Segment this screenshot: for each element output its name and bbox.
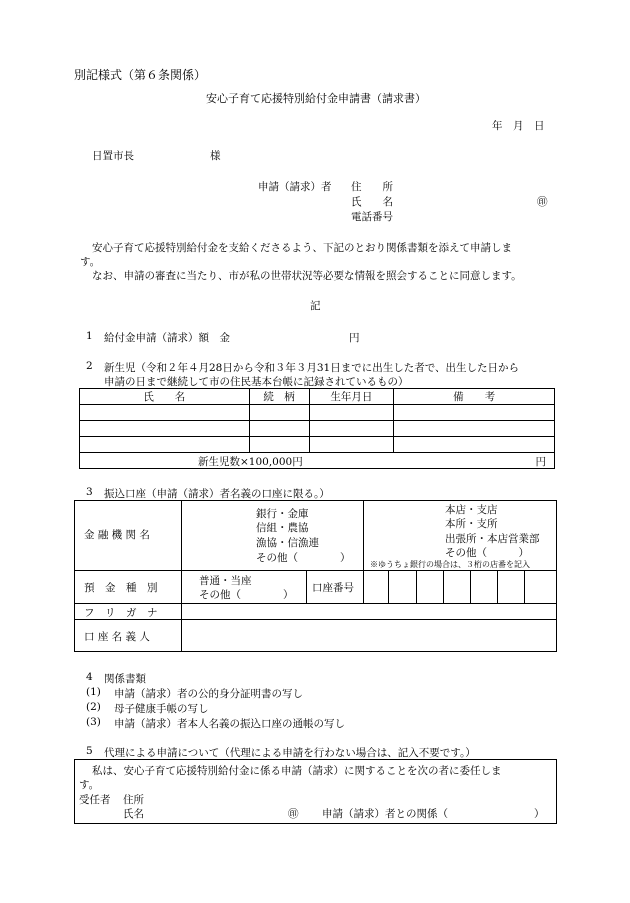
- newborn-table: [79, 388, 555, 469]
- newborn-header-birthdate: 生年月日: [309, 389, 394, 405]
- table-row: [80, 437, 555, 453]
- bank-type-1: 銀行・金庫: [256, 508, 309, 520]
- section1-num: 1: [86, 330, 93, 342]
- branch-type-3: 出張所・本店営業部: [445, 533, 540, 545]
- account-number-label: 口座番号: [312, 582, 354, 594]
- newborn-total-unit: 円: [535, 456, 546, 468]
- newborn-header-remarks: 備 考: [394, 389, 555, 405]
- section5-num: 5: [86, 745, 93, 757]
- relation-close: ）: [534, 808, 545, 820]
- section5-title: 代理による申請について（代理による申請を行わない場合は、記入不要です。）: [104, 747, 476, 759]
- ki-label: 記: [310, 300, 321, 312]
- section1-label: 給付金申請（請求）額 金: [104, 332, 230, 344]
- section4-title: 関係書類: [104, 673, 146, 685]
- applicant-phone-label: 電話番号: [351, 211, 393, 223]
- proxy-line1: 私は、安心子育て応援特別給付金に係る申請（請求）に関することを次の者に委任しま: [92, 765, 502, 777]
- doc-item-3-num: (3): [86, 716, 101, 728]
- applicant-name-label: 氏 名: [351, 196, 393, 208]
- addressee-honorific: 様: [210, 150, 221, 162]
- applicant-seal: ㊞: [537, 196, 548, 208]
- agent-seal: ㊞: [288, 808, 299, 820]
- bank-type-4: その他（ ）: [256, 552, 351, 564]
- section2-line1: 新生児（令和２年４月28日から令和３年３月31日までに出生した者で、出生した日から: [104, 362, 520, 374]
- newborn-total-row: [80, 453, 555, 469]
- doc-item-1: 申請（請求）者の公的身分証明書の写し: [114, 688, 303, 700]
- body-paragraph-1: 安心子育て応援特別給付金を支給くださるよう、下記のとおり関係書類を添えて申請しま: [92, 242, 512, 254]
- doc-item-2: 母子健康手帳の写し: [114, 703, 209, 715]
- section2-num: 2: [86, 360, 93, 372]
- body-paragraph-2: す。: [80, 256, 101, 268]
- bank-type-2: 信組・農協: [256, 522, 309, 534]
- section1-unit: 円: [349, 332, 360, 344]
- applicant-address-label: 住 所: [351, 181, 393, 193]
- doc-item-3: 申請（請求）者本人名義の振込口座の通帳の写し: [114, 718, 345, 730]
- doc-item-2-num: (2): [86, 701, 101, 713]
- agent-label: 受任者: [79, 794, 111, 806]
- newborn-total-label: 新生児数×100,000円: [198, 456, 303, 468]
- bank-name-label: 金 融 機 関 名: [84, 529, 150, 541]
- section3-num: 3: [86, 486, 93, 498]
- agent-name-label: 氏名: [123, 808, 144, 820]
- deposit-type-1: 普通・当座: [199, 575, 252, 587]
- yucho-note: ※ゆうちょ銀行の場合は、３桁の店番を記入: [370, 560, 530, 569]
- body-paragraph-3: なお、申請の審査に当たり、市が私の世帯状況等必要な情報を照会することに同意します。: [92, 270, 522, 282]
- branch-type-2: 本所・支所: [445, 518, 498, 530]
- table-row: [80, 405, 555, 421]
- doc-item-1-num: (1): [86, 686, 101, 698]
- agent-address-label: 住所: [123, 794, 144, 806]
- branch-type-4: その他（ ）: [445, 547, 529, 559]
- form-header: 別記様式（第６条関係）: [74, 68, 207, 82]
- bank-type-3: 漁協・信漁連: [256, 537, 319, 549]
- furigana-label: フ リ ガ ナ: [84, 607, 158, 619]
- proxy-line2: す。: [79, 779, 100, 791]
- deposit-type-2: その他（ ）: [199, 589, 294, 601]
- section4-num: 4: [86, 671, 93, 683]
- relation-label: 申請（請求）者との関係（: [322, 808, 448, 820]
- deposit-type-label: 預 金 種 別: [84, 582, 158, 594]
- date-line: 年 月 日: [492, 120, 545, 132]
- newborn-header-name: 氏 名: [80, 389, 250, 405]
- newborn-header-relation: 続 柄: [249, 389, 309, 405]
- section2-line2: 申請の日まで継続して市の住民基本台帳に記録されているもの）: [104, 376, 409, 388]
- account-holder-label: 口 座 名 義 人: [84, 631, 150, 643]
- applicant-label: 申請（請求）者: [258, 181, 332, 193]
- table-row: [80, 421, 555, 437]
- section3-title: 振込口座（申請（請求）者名義の口座に限る。）: [104, 488, 330, 500]
- addressee-name: 日置市長: [92, 150, 134, 162]
- form-title: 安心子育て応援特別給付金申請書（請求書）: [206, 92, 426, 105]
- branch-type-1: 本店・支店: [445, 504, 498, 516]
